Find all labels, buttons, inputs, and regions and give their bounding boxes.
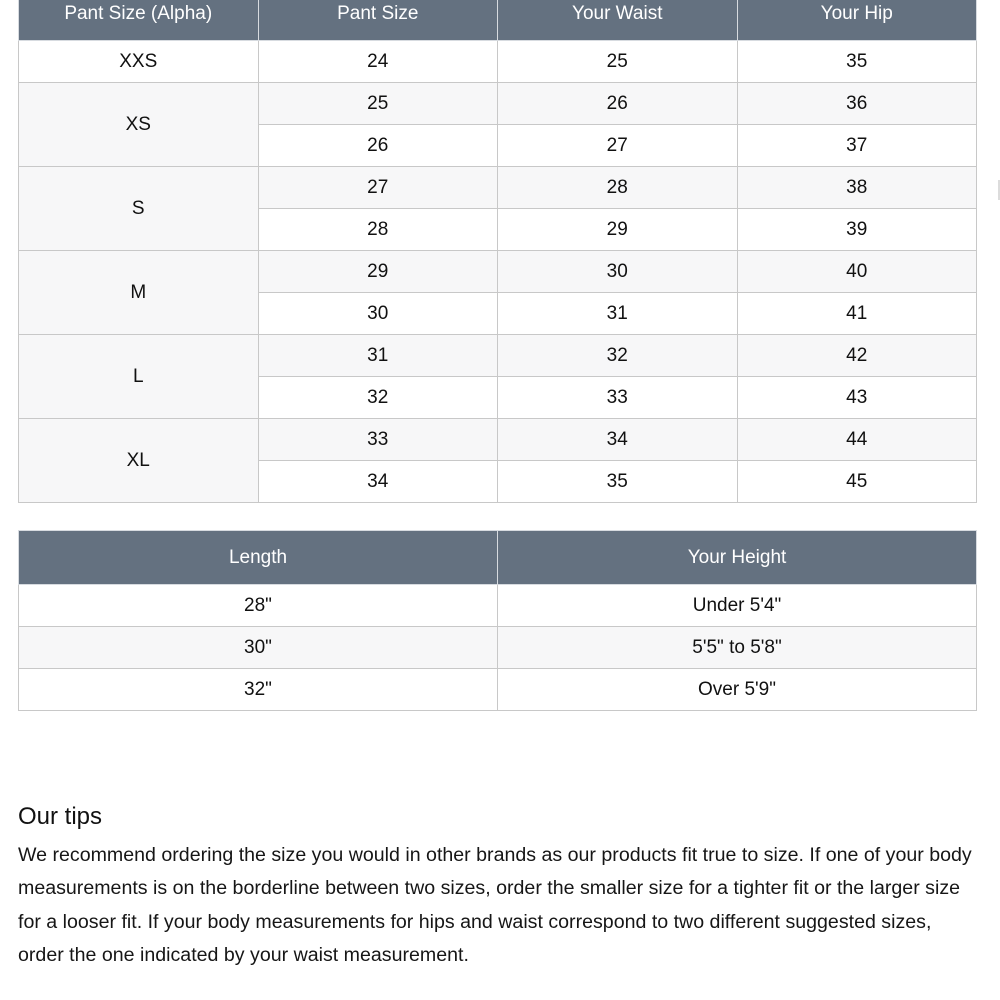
size-table-header-row bbox=[19, 0, 977, 41]
table-row bbox=[19, 627, 977, 669]
tips-text: We recommend ordering the size you would in other brands as our products fit true to size. If one of your body measurements is on the borderline between two sizes, order the smaller size for a tighter fit or the larger size for a looser fit. If your body measurements for hips and waist correspond to two different suggested sizes, order the one indicated by your waist measurement. bbox=[18, 844, 972, 967]
pant-size-cell: 34 bbox=[258, 461, 498, 503]
table-row bbox=[19, 83, 977, 125]
alpha-size-cell: XS bbox=[19, 83, 259, 167]
table-row bbox=[19, 41, 977, 83]
header-pant-size-alpha: Pant Size (Alpha) bbox=[19, 0, 259, 41]
table-row bbox=[19, 335, 977, 377]
length-cell: 30" bbox=[19, 627, 498, 669]
waist-cell: 26 bbox=[498, 83, 738, 125]
waist-cell: 30 bbox=[498, 251, 738, 293]
hip-cell: 35 bbox=[737, 41, 977, 83]
length-cell: 28" bbox=[19, 585, 498, 627]
length-height-table bbox=[18, 530, 977, 711]
waist-cell: 29 bbox=[498, 209, 738, 251]
alpha-size-cell: XL bbox=[19, 419, 259, 503]
height-cell: Under 5'4" bbox=[498, 585, 977, 627]
pant-size-cell: 26 bbox=[258, 125, 498, 167]
hip-cell: 43 bbox=[737, 377, 977, 419]
alpha-size-cell: XXS bbox=[19, 41, 259, 83]
hip-cell: 45 bbox=[737, 461, 977, 503]
hip-cell: 37 bbox=[737, 125, 977, 167]
hip-cell: 44 bbox=[737, 419, 977, 461]
tips-section bbox=[18, 800, 977, 973]
pant-size-table bbox=[18, 0, 977, 503]
header-length: Length bbox=[19, 531, 498, 585]
waist-cell: 28 bbox=[498, 167, 738, 209]
hip-cell: 36 bbox=[737, 83, 977, 125]
header-your-hip: Your Hip bbox=[737, 0, 977, 41]
waist-cell: 25 bbox=[498, 41, 738, 83]
header-your-height: Your Height bbox=[498, 531, 977, 585]
waist-cell: 27 bbox=[498, 125, 738, 167]
pant-size-cell: 30 bbox=[258, 293, 498, 335]
height-cell: Over 5'9" bbox=[498, 669, 977, 711]
hip-cell: 41 bbox=[737, 293, 977, 335]
hip-cell: 40 bbox=[737, 251, 977, 293]
pant-size-cell: 31 bbox=[258, 335, 498, 377]
table-row bbox=[19, 585, 977, 627]
table-row bbox=[19, 251, 977, 293]
alpha-size-cell: S bbox=[19, 167, 259, 251]
waist-cell: 31 bbox=[498, 293, 738, 335]
table-row bbox=[19, 419, 977, 461]
header-your-waist: Your Waist bbox=[498, 0, 738, 41]
header-pant-size: Pant Size bbox=[258, 0, 498, 41]
tips-title: Our tips bbox=[18, 803, 103, 830]
pant-size-cell: 33 bbox=[258, 419, 498, 461]
hip-cell: 42 bbox=[737, 335, 977, 377]
pant-size-cell: 24 bbox=[258, 41, 498, 83]
table-row bbox=[19, 167, 977, 209]
length-cell: 32" bbox=[19, 669, 498, 711]
height-cell: 5'5" to 5'8" bbox=[498, 627, 977, 669]
alpha-size-cell: M bbox=[19, 251, 259, 335]
hip-cell: 39 bbox=[737, 209, 977, 251]
waist-cell: 35 bbox=[498, 461, 738, 503]
waist-cell: 32 bbox=[498, 335, 738, 377]
pant-size-cell: 27 bbox=[258, 167, 498, 209]
waist-cell: 33 bbox=[498, 377, 738, 419]
pant-size-cell: 29 bbox=[258, 251, 498, 293]
waist-cell: 34 bbox=[498, 419, 738, 461]
alpha-size-cell: L bbox=[19, 335, 259, 419]
pant-size-cell: 28 bbox=[258, 209, 498, 251]
table-row bbox=[19, 669, 977, 711]
pant-size-cell: 25 bbox=[258, 83, 498, 125]
pant-size-cell: 32 bbox=[258, 377, 498, 419]
length-table-header-row bbox=[19, 531, 977, 585]
hip-cell: 38 bbox=[737, 167, 977, 209]
